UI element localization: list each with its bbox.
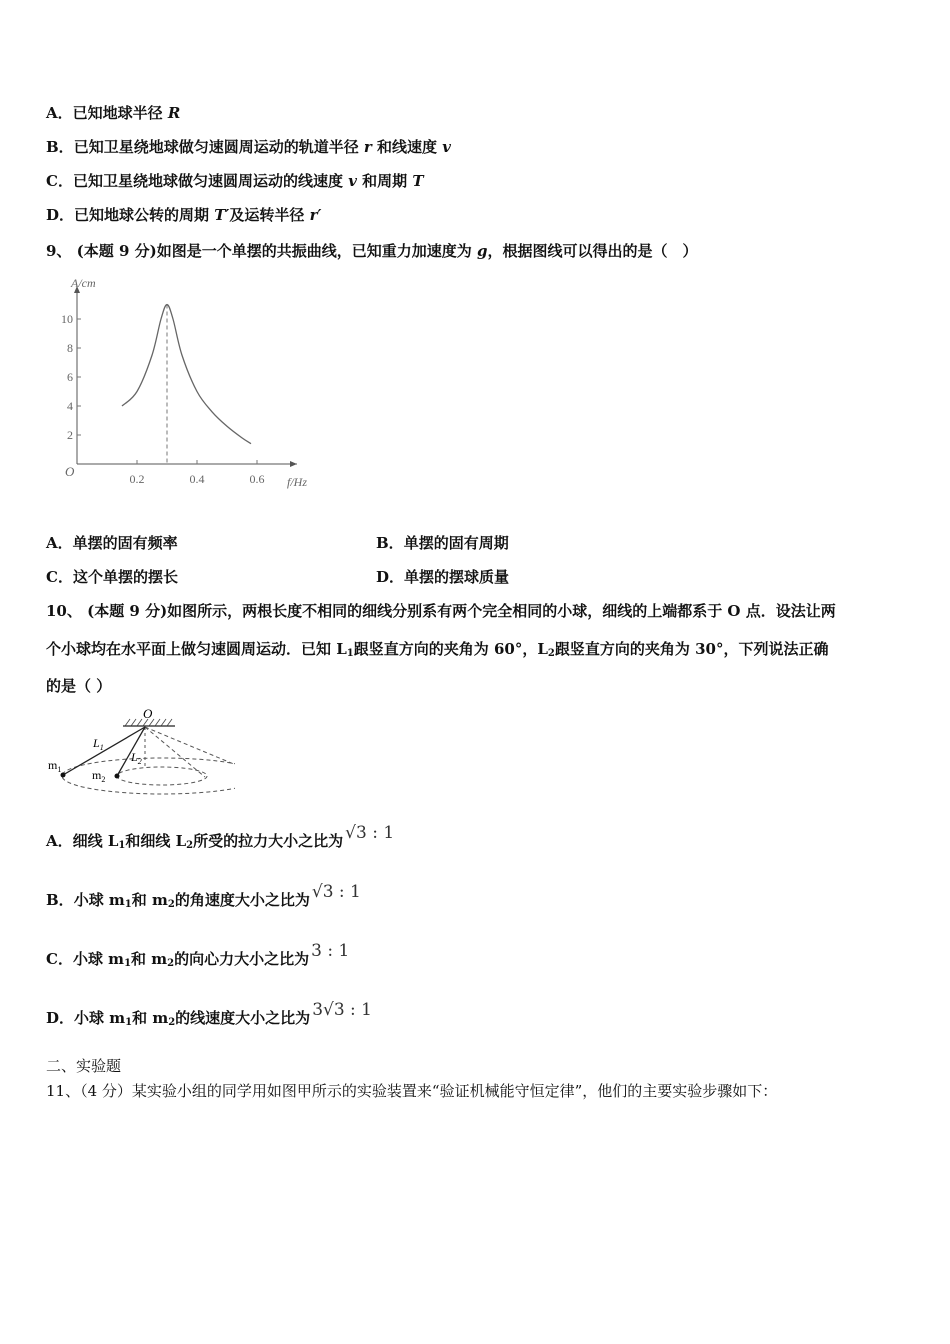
y-tick-label: 10 (61, 312, 73, 326)
q10-option-c: C．小球 $m_1$和 $m_2$的向心力大小之比为 3 : 1 (46, 941, 350, 969)
conical-pendulum-figure (45, 705, 235, 800)
resonance-curve (122, 305, 251, 444)
x-tick-label: 0.2 (129, 472, 145, 486)
q9-option-b: B．单摆的固有周期 (376, 534, 509, 552)
q10-stem-line3: 的是（ ） (46, 677, 112, 695)
x-tick-label: 0.4 (189, 472, 205, 486)
x-axis-arrow (290, 461, 297, 467)
label-m2: $m_2$ (92, 768, 106, 784)
q8-option-a: A．已知地球半径 R (46, 104, 181, 122)
q9-option-d: D．单摆的摆球质量 (376, 568, 510, 586)
y-tick-label: 2 (67, 428, 73, 442)
q10-option-b: B．小球 $m_1$和 $m_2$的角速度大小之比为 √3 : 1 (46, 882, 361, 910)
q8-option-b: B．已知卫星绕地球做匀速圆周运动的轨道半径 r 和线速度 v (46, 138, 451, 156)
q10-option-d: D．小球 $m_1$和 $m_2$的线速度大小之比为 3√3 : 1 (46, 1000, 373, 1028)
q10-stem-line1: 10、 (本题 9 分)如图所示，两根长度不相同的细线分别系有两个完全相同的小球，细线的上端都系于 O 点．设法让两 (46, 602, 836, 620)
x-axis-label: f/Hz (286, 475, 308, 489)
q10-option-a: A．细线 $L_1$和细线 $L_2$所受的拉力大小之比为 √3 : 1 (46, 823, 395, 851)
label-m1: $m_1$ (48, 758, 62, 774)
y-tick-label: 4 (67, 399, 73, 413)
label-l2: $L_2$ (131, 750, 142, 766)
q10-stem-line2: 个小球均在水平面上做匀速圆周运动．已知 $L_1$跟竖直方向的夹角为 60°，$L_2$跟竖直方向的夹角为 30°，下列说法正确 (46, 640, 829, 659)
resonance-chart (55, 272, 335, 497)
q9-stem: 9、 (本题 9 分)如图是一个单摆的共振曲线，已知重力加速度为 g，根据图线可以得出的是（ ） (46, 242, 698, 260)
y-axis-label: A/cm (71, 276, 96, 290)
q8-option-c: C．已知卫星绕地球做匀速圆周运动的线速度 v 和周期 T (46, 172, 424, 190)
y-tick-label: 6 (67, 370, 73, 384)
x-tick-label: 0.6 (249, 472, 265, 486)
label-l1: $L_1$ (93, 736, 104, 752)
q9-option-c: C．这个单摆的摆长 (46, 568, 178, 586)
section-title: 二、实验题 (46, 1057, 122, 1075)
q8-option-d: D．已知地球公转的周期 T′及运转半径 r′ (46, 206, 322, 224)
origin-label: O (65, 464, 75, 479)
q9-option-a: A．单摆的固有频率 (46, 534, 178, 552)
label-o: O (143, 706, 153, 721)
y-tick-label: 8 (67, 341, 73, 355)
q11-stem: 11、（4 分）某实验小组的同学用如图甲所示的实验装置来“验证机械能守恒定律”，他们的主要实验步骤如下： (46, 1082, 778, 1100)
